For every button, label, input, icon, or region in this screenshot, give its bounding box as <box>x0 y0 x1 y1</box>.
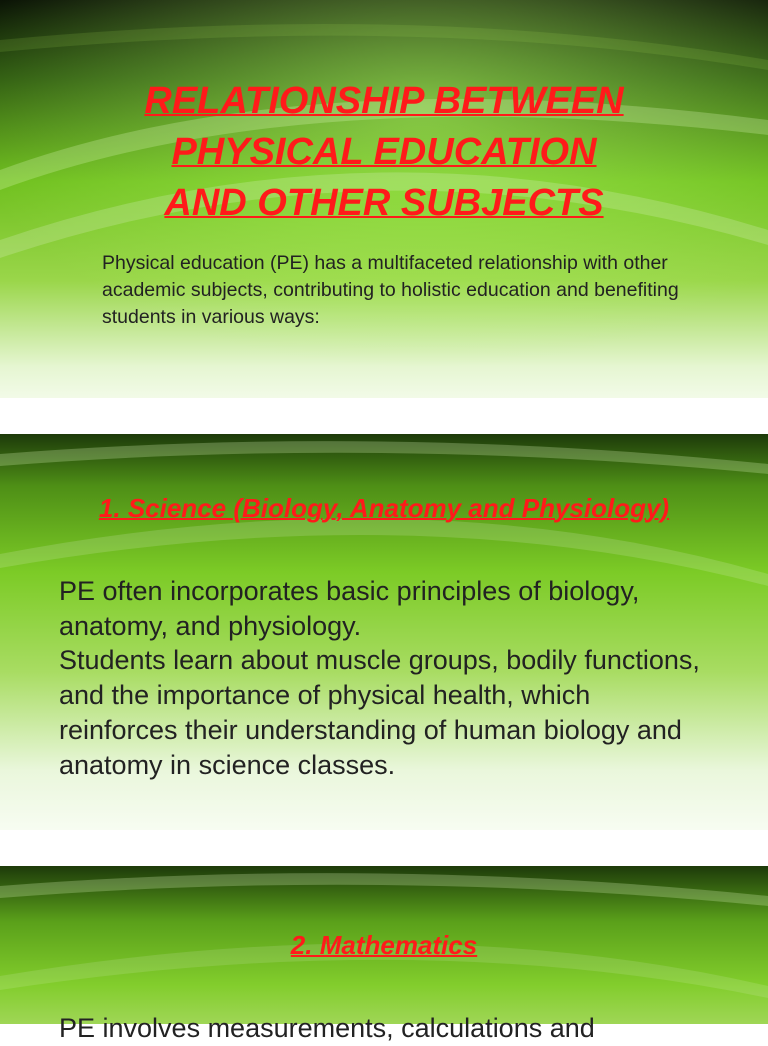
title-line-3: AND OTHER SUBJECTS <box>164 182 604 224</box>
slide-2 <box>0 434 768 866</box>
slide-2-paragraph-1: PE often incorporates basic principles of biology, anatomy, and physiology. <box>59 576 640 641</box>
slide-3-paragraph-1: PE involves measurements, calculations and <box>59 1013 595 1043</box>
slide-1-title <box>0 76 768 229</box>
slide-2-heading: 1. Science (Biology, Anatomy and Physiology) <box>98 493 670 523</box>
slide-3 <box>0 866 768 1043</box>
slide-1-intro: Physical education (PE) has a multifaceted relationship with other academic subjects, contributing to holistic education and benefiting students in various ways: <box>102 252 679 328</box>
slide-2-paragraph-2: Students learn about muscle groups, bodily functions, and the importance of physical health, which reinforces their understanding of human biology and anatomy in science classes. <box>59 645 700 780</box>
slide-1 <box>0 0 768 432</box>
title-line-2: PHYSICAL EDUCATION <box>171 131 597 173</box>
slide-divider-2 <box>0 830 768 866</box>
slide-divider-1 <box>0 398 768 434</box>
slide-3-heading: 2. Mathematics <box>290 930 478 960</box>
title-line-1: RELATIONSHIP BETWEEN <box>144 80 624 122</box>
